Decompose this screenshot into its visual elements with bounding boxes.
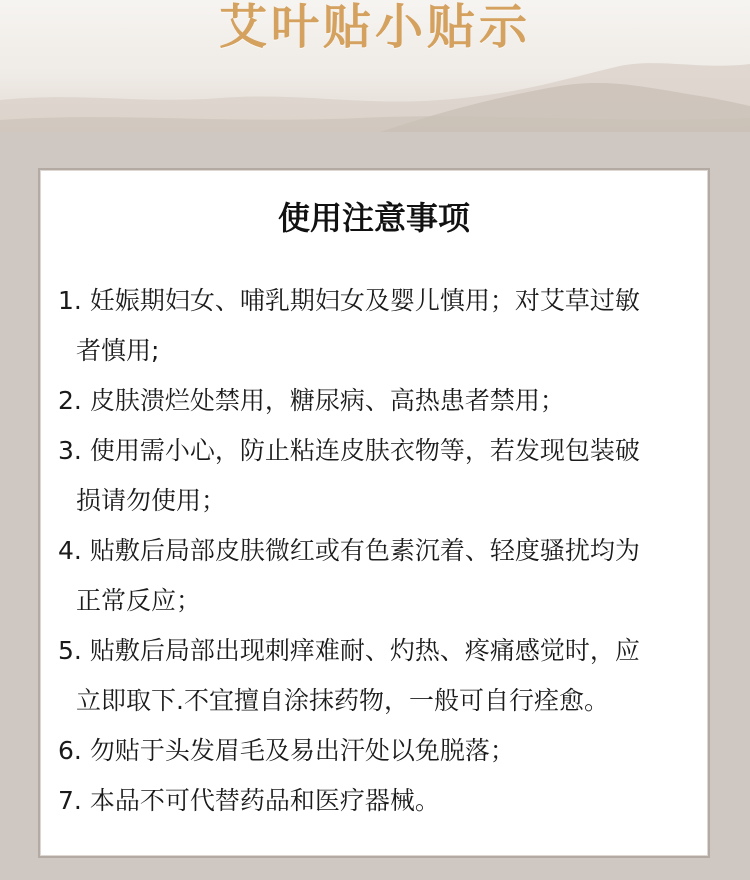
- notice-item-text: 妊娠期妇女、哺乳期妇女及婴儿慎用；对艾草过敏: [89, 286, 640, 315]
- notice-item-line: [58, 726, 708, 776]
- notice-item: [40, 626, 708, 726]
- notice-panel: [38, 168, 710, 858]
- notice-item-line: [58, 626, 708, 676]
- header-banner: [0, 0, 750, 132]
- notice-item: [40, 426, 708, 526]
- notice-heading: 使用注意事项: [277, 199, 470, 237]
- notice-item-text: 皮肤溃烂处禁用，糖尿病、高热患者禁用；: [89, 386, 565, 415]
- notice-item-text: 贴敷后局部出现刺痒难耐、灼热、疼痛感觉时，应: [89, 636, 640, 665]
- notice-item-number: 1.: [58, 286, 82, 315]
- notice-item-text: 使用需小心，防止粘连皮肤衣物等，若发现包装破: [89, 436, 640, 465]
- notice-item-text: 本品不可代替药品和医疗器械。: [89, 786, 440, 815]
- notice-item-text: 勿贴于头发眉毛及易出汗处以免脱落；: [89, 736, 515, 765]
- notice-item: [40, 276, 708, 376]
- notice-item-number: 7.: [58, 786, 82, 815]
- notice-list: [40, 276, 708, 826]
- notice-item-line: [58, 376, 708, 426]
- notice-item-continuation: 立即取下.不宜擅自涂抹药物，一般可自行痊愈。: [76, 686, 609, 715]
- banner-title: 艾叶贴小贴示: [218, 0, 531, 55]
- notice-frame: [0, 132, 750, 880]
- notice-item-line: [58, 276, 708, 326]
- notice-item-number: 3.: [58, 436, 82, 465]
- notice-item-continuation: 者慎用;: [76, 336, 160, 365]
- notice-item: [40, 726, 708, 776]
- notice-item-line: [58, 776, 708, 826]
- notice-item-text: 贴敷后局部皮肤微红或有色素沉着、轻度骚扰均为: [89, 536, 640, 565]
- notice-item-continuation: 正常反应；: [76, 586, 202, 615]
- notice-item: [40, 776, 708, 826]
- notice-item-number: 6.: [58, 736, 82, 765]
- notice-item-number: 4.: [58, 536, 82, 565]
- notice-item-number: 2.: [58, 386, 82, 415]
- notice-item: [40, 526, 708, 626]
- notice-item-line: [58, 426, 708, 476]
- notice-item-number: 5.: [58, 636, 82, 665]
- notice-item: [40, 376, 708, 426]
- notice-item-continuation: 损请勿使用；: [76, 486, 227, 515]
- notice-item-line: [58, 526, 708, 576]
